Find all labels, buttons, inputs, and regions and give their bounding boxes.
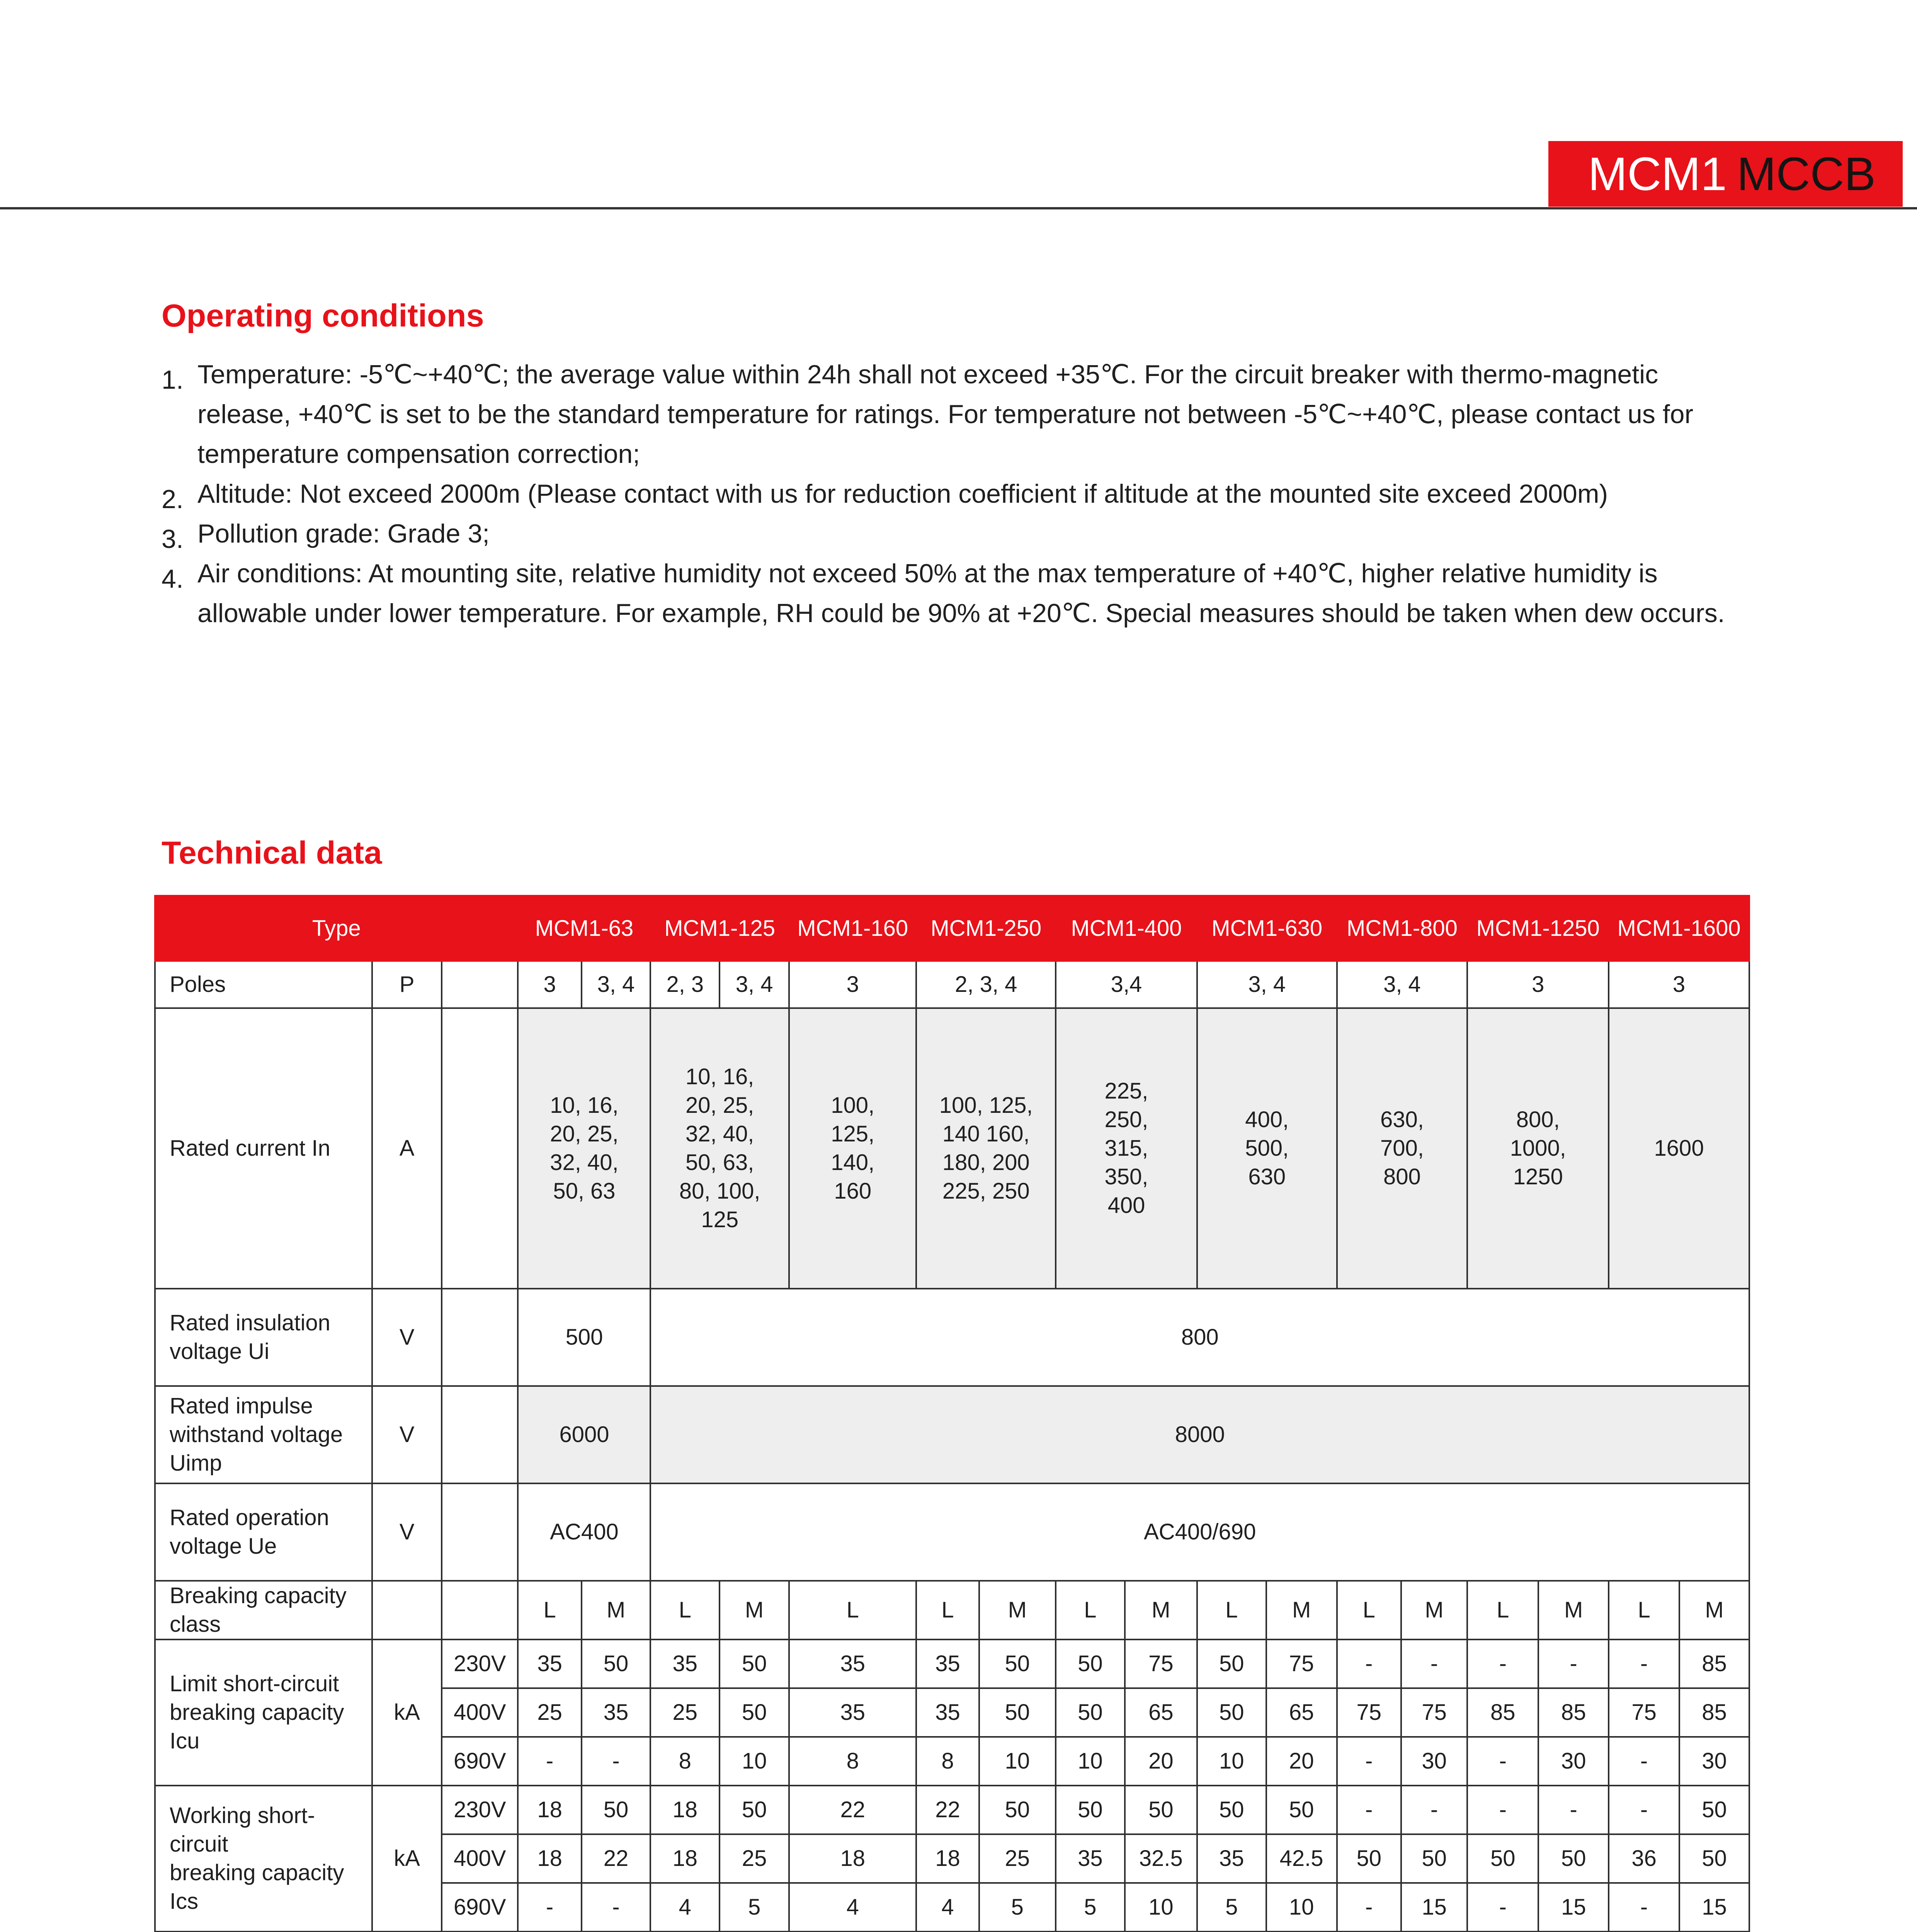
current-value: [650, 1008, 789, 1289]
ics-value: 15: [1679, 1883, 1749, 1932]
condition-text: release, +40℃ is set to be the standard temperature for ratings. For temperature not between -5℃~+40℃, please contact us for: [197, 400, 1694, 429]
row-label: Rated current In: [155, 1008, 372, 1289]
current-value-line: 20, 25,: [550, 1121, 619, 1146]
icu-value: 10: [1056, 1737, 1125, 1786]
ics-value: -: [1337, 1786, 1401, 1834]
icu-value: 10: [1197, 1737, 1266, 1786]
icu-value: 50: [979, 1639, 1056, 1688]
current-value-line: 315,: [1104, 1136, 1148, 1161]
icu-value: -: [1609, 1639, 1679, 1688]
row-label-line: voltage Ue: [170, 1534, 277, 1559]
table-cell: [442, 1386, 518, 1483]
current-value-line: 800: [1383, 1164, 1421, 1189]
row-label-line: breaking capacity Icu: [170, 1700, 344, 1753]
condition-text: Pollution grade: Grade 3;: [197, 519, 490, 548]
current-value-line: 10, 16,: [685, 1064, 754, 1089]
ics-value: -: [582, 1883, 651, 1932]
poles-value: 3, 4: [720, 961, 789, 1008]
condition-text: allowable under lower temperature. For example, RH could be 90% at +20℃. Special measures should be taken when dew occurs.: [197, 599, 1725, 628]
table-cell: [372, 1581, 442, 1639]
icu-value: 85: [1679, 1688, 1749, 1737]
model-header: MCM1-400: [1056, 896, 1197, 961]
poles-value: 3,4: [1056, 961, 1197, 1008]
unit-cell: kA: [372, 1639, 442, 1786]
current-value-line: 1250: [1513, 1164, 1563, 1189]
poles-value: 3: [1467, 961, 1609, 1008]
ics-value: 35: [1197, 1834, 1266, 1883]
icu-value: -: [1467, 1639, 1538, 1688]
icu-value: 75: [1401, 1688, 1467, 1737]
current-value-line: 125,: [831, 1121, 875, 1146]
header-badge: [1548, 141, 1903, 207]
ics-value: 18: [916, 1834, 979, 1883]
current-value-line: 500,: [1245, 1136, 1289, 1161]
ics-value: 50: [979, 1786, 1056, 1834]
unit-cell: A: [372, 1008, 442, 1289]
table-row: [155, 961, 1749, 1008]
current-value-line: 32, 40,: [550, 1150, 619, 1175]
current-value-line: 140 160,: [942, 1121, 1030, 1146]
poles-value: 2, 3: [650, 961, 720, 1008]
icu-value: 8: [789, 1737, 916, 1786]
ics-value: 50: [1679, 1786, 1749, 1834]
class-value: L: [1609, 1581, 1679, 1639]
ics-value: 18: [789, 1834, 916, 1883]
current-value-line: 1600: [1654, 1136, 1704, 1161]
table-cell: [442, 1289, 518, 1386]
ics-value: 50: [1538, 1834, 1609, 1883]
icu-value: -: [582, 1737, 651, 1786]
row-label: [155, 1786, 372, 1932]
table-cell: [442, 1008, 518, 1289]
current-value: [1056, 1008, 1197, 1289]
ics-value: 5: [1197, 1883, 1266, 1932]
icu-value: 65: [1125, 1688, 1197, 1737]
ics-value: 25: [720, 1834, 789, 1883]
condition-number: 1.: [162, 365, 184, 395]
ics-value: 5: [979, 1883, 1056, 1932]
table-cell: [442, 1483, 518, 1581]
ics-value: 50: [720, 1786, 789, 1834]
ics-value: 50: [1467, 1834, 1538, 1883]
icu-value: 50: [979, 1688, 1056, 1737]
ics-value: 15: [1538, 1883, 1609, 1932]
class-value: M: [1266, 1581, 1337, 1639]
class-value: L: [518, 1581, 581, 1639]
ics-value: 25: [979, 1834, 1056, 1883]
voltage-level: 230V: [442, 1786, 518, 1834]
ics-value: -: [1538, 1786, 1609, 1834]
ics-value: 4: [650, 1883, 720, 1932]
current-value: [916, 1008, 1056, 1289]
ics-value: 35: [1056, 1834, 1125, 1883]
icu-value: 8: [650, 1737, 720, 1786]
ics-value: 32.5: [1125, 1834, 1197, 1883]
row-label-line: Limit short-circuit: [170, 1671, 339, 1696]
unit-cell: V: [372, 1483, 442, 1581]
ics-value: 50: [1197, 1786, 1266, 1834]
current-value-line: 100, 125,: [939, 1093, 1033, 1118]
table-row: [155, 1008, 1749, 1289]
unit-cell: kA: [372, 1786, 442, 1932]
current-value: [518, 1008, 650, 1289]
ics-value: 10: [1125, 1883, 1197, 1932]
ics-value: -: [1609, 1883, 1679, 1932]
ics-value: 50: [1056, 1786, 1125, 1834]
class-value: L: [650, 1581, 720, 1639]
technical-data-table: [154, 895, 1750, 1932]
icu-value: 30: [1538, 1737, 1609, 1786]
icu-value: 85: [1679, 1639, 1749, 1688]
voltage-level: 400V: [442, 1834, 518, 1883]
condition-text: Altitude: Not exceed 2000m (Please contact with us for reduction coefficient if altitude at the mounted site exceed 2000m): [197, 479, 1608, 509]
class-value: M: [582, 1581, 651, 1639]
current-value-line: 180, 200: [942, 1150, 1030, 1175]
current-value-line: 400: [1107, 1193, 1145, 1218]
icu-value: 50: [582, 1639, 651, 1688]
model-header: MCM1-630: [1197, 896, 1337, 961]
current-value-line: 20, 25,: [685, 1093, 754, 1118]
current-value-line: 32, 40,: [685, 1121, 754, 1146]
current-value-line: 225, 250: [942, 1179, 1030, 1204]
row-label: [155, 1289, 372, 1386]
row-label: [155, 1483, 372, 1581]
table-row: [155, 1639, 1749, 1688]
current-value-line: 50, 63: [553, 1179, 616, 1204]
class-value: L: [1337, 1581, 1401, 1639]
class-value: L: [1056, 1581, 1125, 1639]
voltage-value: 6000: [518, 1386, 650, 1483]
current-value-line: 100,: [831, 1093, 875, 1118]
icu-value: -: [1467, 1737, 1538, 1786]
table-cell: [442, 961, 518, 1008]
icu-value: 20: [1266, 1737, 1337, 1786]
voltage-value: AC400: [518, 1483, 650, 1581]
ics-value: 36: [1609, 1834, 1679, 1883]
row-label: Breaking capacity class: [155, 1581, 372, 1639]
voltage-level: 400V: [442, 1688, 518, 1737]
row-label: Poles: [155, 961, 372, 1008]
model-header: MCM1-1250: [1467, 896, 1609, 961]
icu-value: -: [1609, 1737, 1679, 1786]
current-value: [1337, 1008, 1468, 1289]
icu-value: 50: [720, 1688, 789, 1737]
table-row: [155, 1483, 1749, 1581]
class-value: L: [1197, 1581, 1266, 1639]
icu-value: 8: [916, 1737, 979, 1786]
voltage-value: 8000: [650, 1386, 1749, 1483]
icu-value: 10: [720, 1737, 789, 1786]
icu-value: 50: [1056, 1639, 1125, 1688]
condition-number: 2.: [162, 485, 184, 514]
unit-cell: V: [372, 1386, 442, 1483]
poles-value: 3, 4: [1197, 961, 1337, 1008]
icu-value: 50: [1197, 1639, 1266, 1688]
ics-value: -: [1609, 1786, 1679, 1834]
ics-value: 50: [1337, 1834, 1401, 1883]
condition-number: 3.: [162, 524, 184, 554]
icu-value: 85: [1538, 1688, 1609, 1737]
class-value: M: [1538, 1581, 1609, 1639]
poles-value: 3: [518, 961, 581, 1008]
ics-value: 18: [650, 1834, 720, 1883]
ics-value: -: [1401, 1786, 1467, 1834]
ics-value: 50: [1679, 1834, 1749, 1883]
model-header: MCM1-160: [789, 896, 916, 961]
icu-value: 35: [789, 1639, 916, 1688]
row-label-line: Rated insulation: [170, 1310, 330, 1335]
icu-value: 35: [789, 1688, 916, 1737]
row-label: [155, 1386, 372, 1483]
icu-value: 65: [1266, 1688, 1337, 1737]
class-value: M: [979, 1581, 1056, 1639]
ics-value: -: [1467, 1883, 1538, 1932]
voltage-level: 230V: [442, 1639, 518, 1688]
condition-text: temperature compensation correction;: [197, 439, 640, 469]
table-row: [155, 1386, 1749, 1483]
series-name: MCM1: [1588, 148, 1727, 200]
ics-value: 50: [582, 1786, 651, 1834]
ics-value: -: [1467, 1786, 1538, 1834]
class-value: M: [1401, 1581, 1467, 1639]
icu-value: 50: [1056, 1688, 1125, 1737]
row-label-line: Working short-circuit: [170, 1803, 315, 1857]
icu-value: -: [1538, 1639, 1609, 1688]
current-value-line: 160: [834, 1179, 872, 1204]
voltage-value: 500: [518, 1289, 650, 1386]
condition-text: Temperature: -5℃~+40℃; the average value within 24h shall not exceed +35℃. For the circuit breaker with thermo-magnetic: [197, 360, 1658, 389]
icu-value: -: [1337, 1639, 1401, 1688]
icu-value: 75: [1125, 1639, 1197, 1688]
ics-value: 18: [518, 1834, 581, 1883]
model-header: MCM1-1600: [1609, 896, 1749, 961]
icu-value: 30: [1679, 1737, 1749, 1786]
row-label-line: breaking capacity Ics: [170, 1860, 344, 1914]
table-row: [155, 1289, 1749, 1386]
ics-value: 15: [1401, 1883, 1467, 1932]
ics-value: 22: [916, 1786, 979, 1834]
row-label-line: voltage Ui: [170, 1339, 269, 1364]
ics-value: 50: [1266, 1786, 1337, 1834]
icu-value: 35: [650, 1639, 720, 1688]
ics-value: 50: [1401, 1834, 1467, 1883]
icu-value: 35: [518, 1639, 581, 1688]
current-value-line: 250,: [1104, 1107, 1148, 1132]
table-row: [155, 1581, 1749, 1639]
current-value-line: 700,: [1380, 1136, 1424, 1161]
poles-value: 3, 4: [1337, 961, 1468, 1008]
icu-value: 20: [1125, 1737, 1197, 1786]
ics-value: 18: [650, 1786, 720, 1834]
condition-text: Air conditions: At mounting site, relative humidity not exceed 50% at the max temperature of +40℃, higher relative humidity is: [197, 559, 1658, 588]
ics-value: 5: [1056, 1883, 1125, 1932]
condition-item: [162, 554, 1784, 633]
current-value-line: 1000,: [1510, 1136, 1566, 1161]
voltage-value: AC400/690: [650, 1483, 1749, 1581]
voltage-level: 690V: [442, 1737, 518, 1786]
current-value: [1609, 1008, 1749, 1289]
unit-cell: P: [372, 961, 442, 1008]
poles-value: 3: [789, 961, 916, 1008]
operating-conditions-list: [162, 355, 1784, 633]
current-value-line: 125: [701, 1207, 739, 1232]
ics-value: 4: [916, 1883, 979, 1932]
icu-value: -: [1401, 1639, 1467, 1688]
class-value: M: [1125, 1581, 1197, 1639]
technical-data-title: Technical data: [162, 835, 382, 871]
class-value: L: [789, 1581, 916, 1639]
table-cell: [442, 1581, 518, 1639]
current-value-line: 350,: [1104, 1164, 1148, 1189]
icu-value: 10: [979, 1737, 1056, 1786]
icu-value: 35: [916, 1639, 979, 1688]
class-value: L: [916, 1581, 979, 1639]
table-row: [155, 1786, 1749, 1834]
poles-value: 2, 3, 4: [916, 961, 1056, 1008]
current-value-line: 50, 63,: [685, 1150, 754, 1175]
type-header: Type: [155, 896, 518, 961]
model-header: MCM1-800: [1337, 896, 1468, 961]
current-value: [1467, 1008, 1609, 1289]
top-rule: [0, 207, 1917, 209]
product-type: MCCB: [1737, 148, 1876, 200]
ics-value: 4: [789, 1883, 916, 1932]
icu-value: 50: [1197, 1688, 1266, 1737]
current-value-line: 225,: [1104, 1078, 1148, 1104]
condition-item: [162, 355, 1784, 474]
icu-value: 75: [1266, 1639, 1337, 1688]
ics-value: 22: [789, 1786, 916, 1834]
poles-value: 3: [1609, 961, 1749, 1008]
icu-value: 35: [582, 1688, 651, 1737]
voltage-value: 800: [650, 1289, 1749, 1386]
class-value: M: [1679, 1581, 1749, 1639]
icu-value: 35: [916, 1688, 979, 1737]
row-label: [155, 1639, 372, 1786]
model-header: MCM1-250: [916, 896, 1056, 961]
condition-item: [162, 474, 1784, 514]
condition-number: 4.: [162, 564, 184, 594]
icu-value: 25: [650, 1688, 720, 1737]
ics-value: 50: [1125, 1786, 1197, 1834]
ics-value: 5: [720, 1883, 789, 1932]
icu-value: 25: [518, 1688, 581, 1737]
ics-value: 42.5: [1266, 1834, 1337, 1883]
table-row: [155, 896, 1749, 961]
poles-value: 3, 4: [582, 961, 651, 1008]
current-value-line: 10, 16,: [550, 1093, 619, 1118]
model-header: MCM1-125: [650, 896, 789, 961]
row-label-line: withstand voltage Uimp: [170, 1422, 343, 1476]
voltage-level: 690V: [442, 1883, 518, 1932]
icu-value: 50: [720, 1639, 789, 1688]
class-value: L: [1467, 1581, 1538, 1639]
row-label-line: Rated impulse: [170, 1393, 313, 1418]
icu-value: -: [518, 1737, 581, 1786]
icu-value: 30: [1401, 1737, 1467, 1786]
ics-value: 10: [1266, 1883, 1337, 1932]
ics-value: -: [518, 1883, 581, 1932]
row-label-line: Rated operation: [170, 1505, 329, 1530]
current-value-line: 80, 100,: [679, 1179, 760, 1204]
ics-value: -: [1337, 1883, 1401, 1932]
current-value-line: 630,: [1380, 1107, 1424, 1132]
unit-cell: V: [372, 1289, 442, 1386]
icu-value: -: [1337, 1737, 1401, 1786]
icu-value: 75: [1337, 1688, 1401, 1737]
current-value-line: 400,: [1245, 1107, 1289, 1132]
current-value-line: 630: [1248, 1164, 1286, 1189]
icu-value: 85: [1467, 1688, 1538, 1737]
icu-value: 75: [1609, 1688, 1679, 1737]
ics-value: 22: [582, 1834, 651, 1883]
current-value: [789, 1008, 916, 1289]
current-value: [1197, 1008, 1337, 1289]
condition-item: [162, 514, 1784, 554]
class-value: M: [720, 1581, 789, 1639]
current-value-line: 800,: [1516, 1107, 1560, 1132]
current-value-line: 140,: [831, 1150, 875, 1175]
operating-conditions-title: Operating conditions: [162, 298, 484, 333]
ics-value: 18: [518, 1786, 581, 1834]
model-header: MCM1-63: [518, 896, 650, 961]
